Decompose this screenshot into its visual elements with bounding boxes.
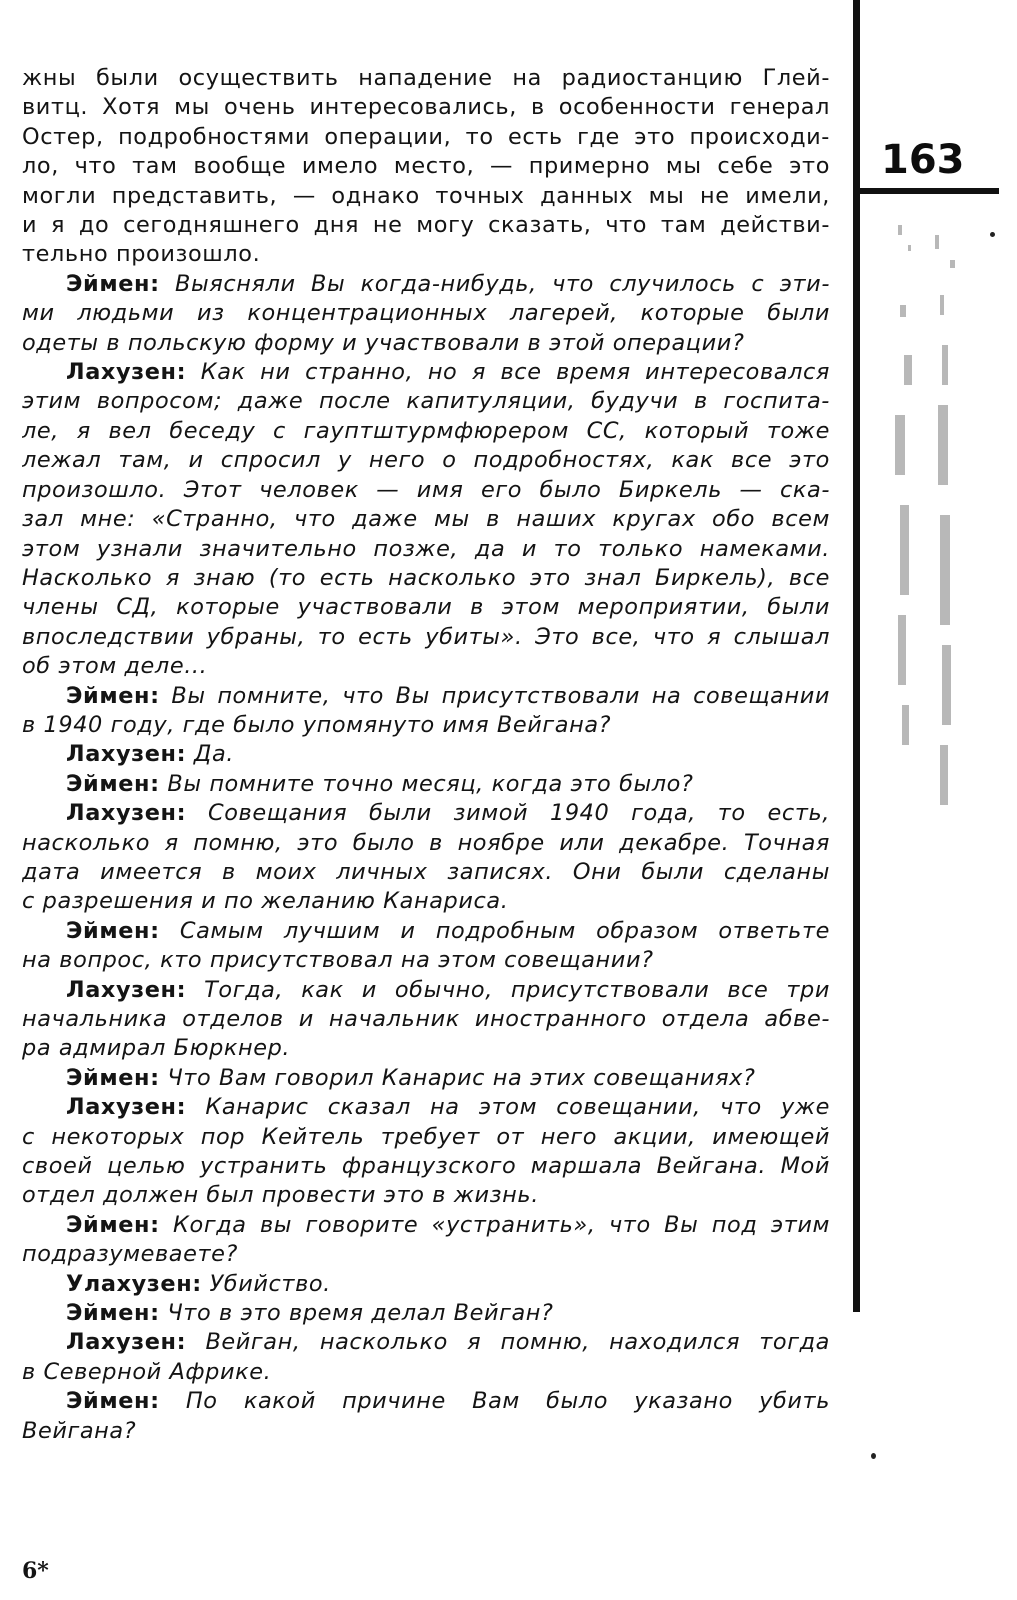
text-line xyxy=(22,887,830,916)
text-line xyxy=(22,1417,830,1446)
text-line xyxy=(22,829,830,858)
text-run: своей целью устранить французского маршала Вейгана. Мой xyxy=(22,1153,830,1180)
article-body xyxy=(22,64,830,1446)
text-run: ра адмирал Бюркнер. xyxy=(22,1035,291,1062)
text-line xyxy=(22,1005,830,1034)
text-run: на вопрос, кто присутствовал на этом совещании? xyxy=(22,947,654,974)
text-run: и я до сегодняшнего дня не могу сказать, что там действи- xyxy=(22,212,830,239)
text-run: По какой причине Вам было указано убить xyxy=(159,1388,830,1415)
text-run: ми людьми из концентрационных лагерей, которые были xyxy=(22,300,830,327)
text-run: дата имеется в моих личных записях. Они были сделаны xyxy=(22,858,830,885)
text-run: Вы помните, что Вы присутствовали на совещании xyxy=(159,682,830,709)
paragraph-first-line xyxy=(22,1387,830,1416)
printer-signature: 6* xyxy=(22,1558,49,1584)
text-line xyxy=(22,593,830,622)
paragraph-first-line xyxy=(22,64,830,93)
text-line xyxy=(22,858,830,887)
paragraph-first-line xyxy=(22,358,830,387)
text-run: Вы помните точно месяц, когда это было? xyxy=(159,770,694,797)
paragraph-first-line xyxy=(22,1328,830,1357)
text-run: ло, что там вообще имело место, — примерно мы себе это xyxy=(22,153,830,180)
text-run: Что в это время делал Вейган? xyxy=(159,1300,554,1327)
text-run: Вейган, насколько я помню, находился тогда xyxy=(186,1329,830,1356)
text-line xyxy=(22,211,830,240)
speaker-name: Лахузен: xyxy=(66,1329,187,1356)
vertical-rule xyxy=(853,0,860,1312)
paragraph-first-line xyxy=(22,1270,830,1299)
text-line xyxy=(22,564,830,593)
text-line xyxy=(22,652,830,681)
paragraph-first-line xyxy=(22,770,830,799)
speaker-name: Лахузен: xyxy=(66,741,187,768)
text-run: ле, я вел беседу с гауптштурмфюрером СС, который тоже xyxy=(22,417,830,444)
text-line xyxy=(22,711,830,740)
speaker-name: Эймен: xyxy=(66,682,160,709)
text-run: в 1940 году, где было упомянуто имя Вейгана? xyxy=(22,711,612,738)
text-run: Тогда, как и обычно, присутствовали все три xyxy=(186,976,830,1003)
speck-mark xyxy=(990,232,995,237)
speaker-name: Эймен: xyxy=(66,770,160,797)
text-run: Выясняли Вы когда-нибудь, что случилось с эти- xyxy=(159,270,830,297)
text-line xyxy=(22,152,830,181)
paragraph-first-line xyxy=(22,917,830,946)
paragraph-first-line xyxy=(22,1299,830,1328)
text-run: тельно произошло. xyxy=(22,241,261,268)
text-line xyxy=(22,476,830,505)
paragraph-first-line xyxy=(22,682,830,711)
text-run: впоследствии убраны, то есть убиты». Это все, что я слышал xyxy=(22,623,830,650)
text-line xyxy=(22,93,830,122)
speaker-name: Лахузен: xyxy=(66,800,187,827)
text-line xyxy=(22,329,830,358)
paragraph-first-line xyxy=(22,270,830,299)
text-run: Что Вам говорил Канарис на этих совещаниях? xyxy=(159,1064,756,1091)
text-line xyxy=(22,240,830,269)
text-line xyxy=(22,1240,830,1269)
text-run: отдел должен был провести это в жизнь. xyxy=(22,1182,539,1209)
text-run: одеты в польскую форму и участвовали в этой операции? xyxy=(22,329,745,356)
speck-mark xyxy=(871,1453,876,1459)
page-number-underline xyxy=(853,188,999,194)
text-run: члены СД, которые участвовали в этом мероприятии, были xyxy=(22,594,830,621)
speaker-name: Эймен: xyxy=(66,1388,160,1415)
text-run: подразумеваете? xyxy=(22,1241,238,1268)
text-run: лежал там, и спросил у него о подробностях, как все это xyxy=(22,447,830,474)
text-run: начальника отделов и начальник иностранного отдела абве- xyxy=(22,1006,830,1032)
text-run: насколько я помню, это было в ноябре или декабре. Точная xyxy=(22,829,830,856)
text-run: Совещания были зимой 1940 года, то есть, xyxy=(186,800,830,827)
text-line xyxy=(22,1123,830,1152)
text-line xyxy=(22,1358,830,1387)
text-run: Убийство. xyxy=(201,1270,331,1297)
text-line xyxy=(22,505,830,534)
paragraph-first-line xyxy=(22,740,830,769)
speaker-name: Эймен: xyxy=(66,1064,160,1091)
text-line xyxy=(22,535,830,564)
speaker-name: Эймен: xyxy=(66,917,160,944)
text-line xyxy=(22,446,830,475)
text-run: об этом деле... xyxy=(22,653,208,680)
paragraph-first-line xyxy=(22,1093,830,1122)
text-run: с разрешения и по желанию Канариса. xyxy=(22,888,509,915)
speaker-name: Эймен: xyxy=(66,1211,160,1238)
text-run: Остер, подробностями операции, то есть где это происходи- xyxy=(22,123,830,150)
text-run: Канарис сказал на этом совещании, что уже xyxy=(186,1094,830,1121)
speaker-name: Лахузен: xyxy=(66,1094,187,1121)
text-run: жны были осуществить нападение на радиостанцию Глей- xyxy=(22,65,830,91)
paragraph-first-line xyxy=(22,1064,830,1093)
text-run: с некоторых пор Кейтель требует от него акции, имеющей xyxy=(22,1123,830,1150)
text-line xyxy=(22,946,830,975)
text-line xyxy=(22,182,830,211)
text-line xyxy=(22,1034,830,1063)
text-run: этим вопросом; даже после капитуляции, будучи в госпита- xyxy=(22,388,830,415)
text-run: произошло. Этот человек — имя его было Биркель — ска- xyxy=(22,476,830,503)
text-line xyxy=(22,299,830,328)
speaker-name: Лахузен: xyxy=(66,976,187,1003)
page-number: 163 xyxy=(881,137,965,183)
text-run: в Северной Африке. xyxy=(22,1358,272,1385)
text-run: зал мне: «Странно, что даже мы в наших кругах обо всем xyxy=(22,506,830,533)
text-run: Когда вы говорите «устранить», что Вы под этим xyxy=(159,1211,830,1238)
text-run: Да. xyxy=(186,741,235,768)
bleed-through-noise xyxy=(880,215,990,835)
speaker-name: Эймен: xyxy=(66,270,160,297)
text-run: Вейгана? xyxy=(22,1417,137,1444)
text-run: Самым лучшим и подробным образом ответьте xyxy=(159,917,830,944)
text-run: Как ни странно, но я все время интересовался xyxy=(186,359,830,386)
text-line xyxy=(22,1181,830,1210)
speaker-name: Улахузен: xyxy=(66,1270,202,1297)
text-line xyxy=(22,417,830,446)
paragraph-first-line xyxy=(22,799,830,828)
paragraph-first-line xyxy=(22,976,830,1005)
speaker-name: Эймен: xyxy=(66,1300,160,1327)
text-line xyxy=(22,123,830,152)
text-run: могли представить, — однако точных данных мы не имели, xyxy=(22,182,830,209)
paragraph-first-line xyxy=(22,1211,830,1240)
text-line xyxy=(22,623,830,652)
text-run: витц. Хотя мы очень интересовались, в особенности генерал xyxy=(22,94,830,121)
text-line xyxy=(22,387,830,416)
text-run: Насколько я знаю (то есть насколько это знал Биркель), все xyxy=(22,564,830,591)
text-line xyxy=(22,1152,830,1181)
speaker-name: Лахузен: xyxy=(66,359,187,386)
text-run: этом узнали значительно позже, да и то только намеками. xyxy=(22,535,830,562)
